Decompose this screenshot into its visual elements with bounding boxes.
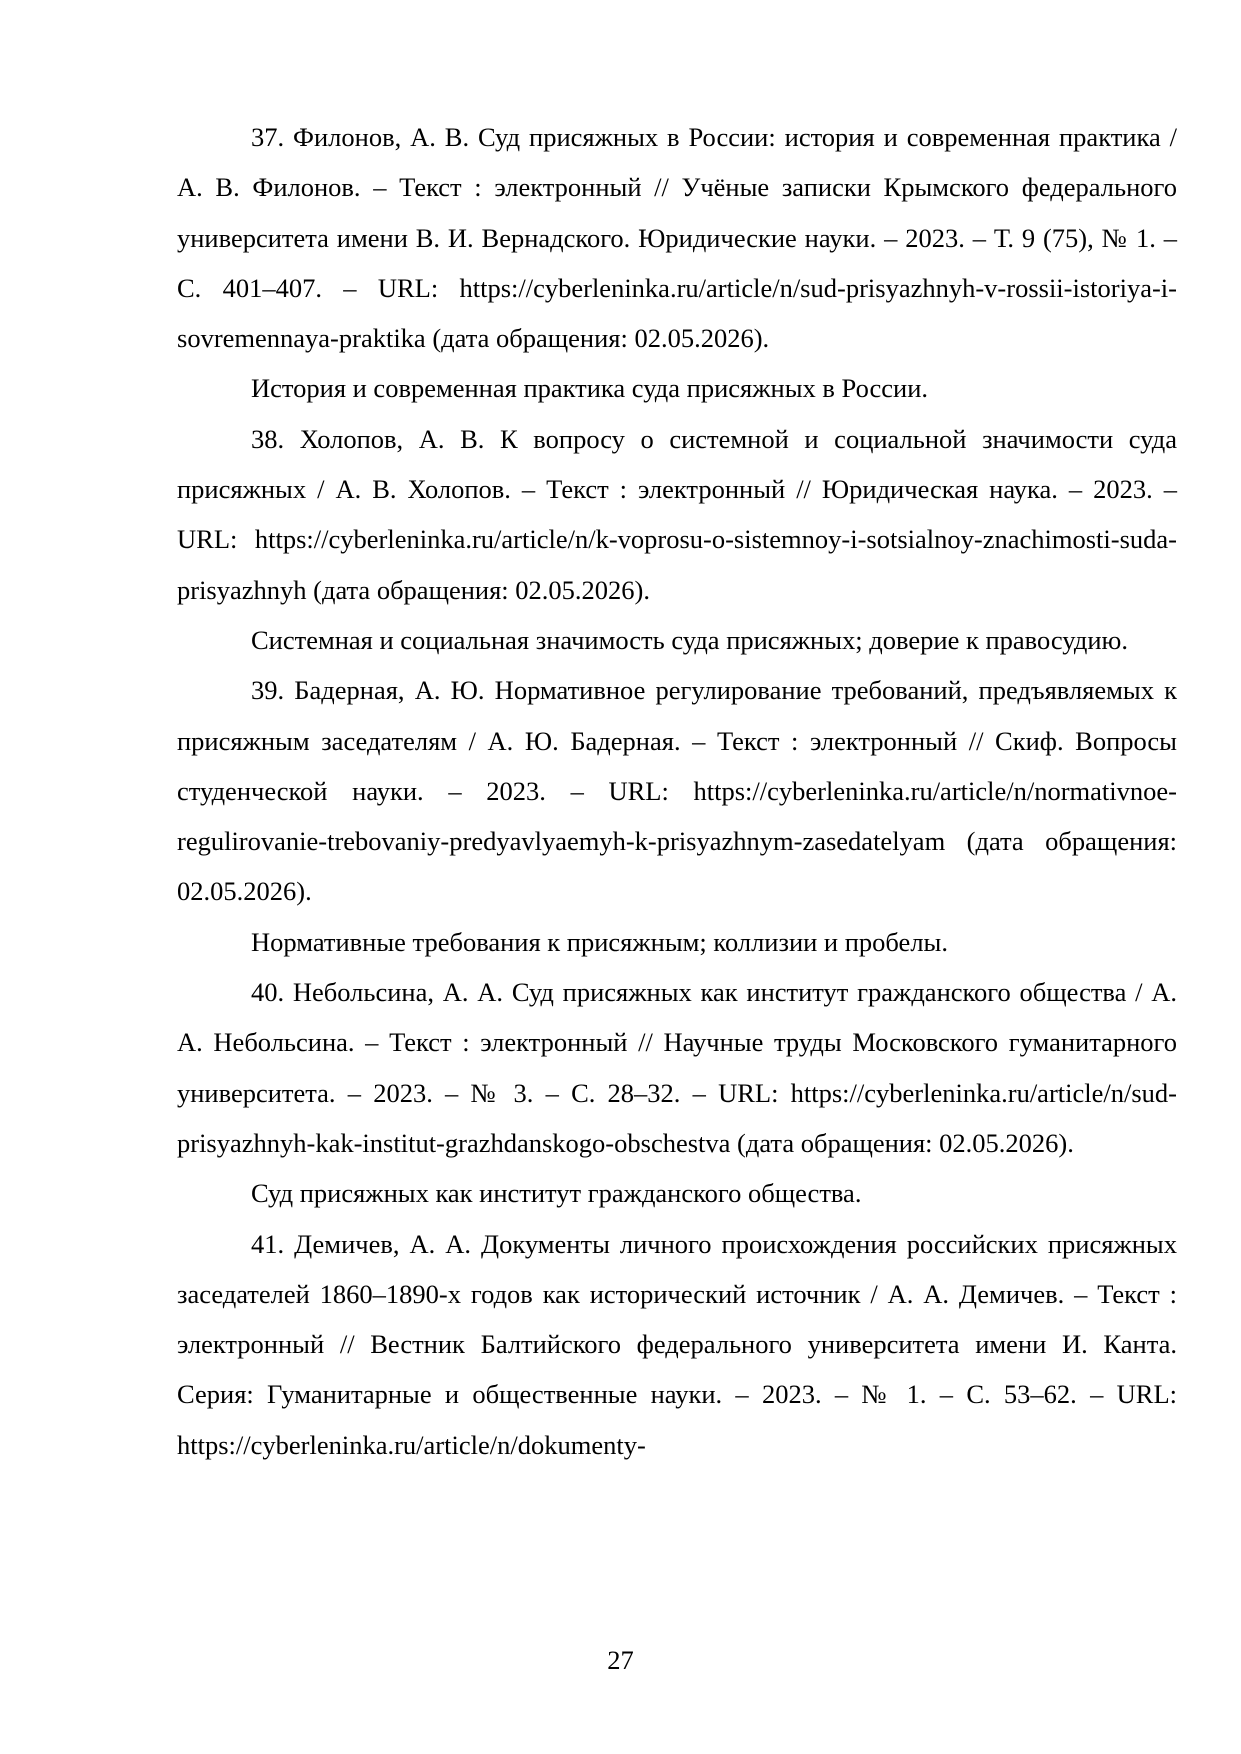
reference-40: 40. Небольсина, А. А. Суд присяжных как институт гражданского общества / А. А. Небольсина. – Текст : электронный // Научные труды Московского гуманитарного университета. – 2023. – № 3. – С. 28–32. – URL: https://cyberleninka.ru/article/n/sud-prisyazhnyh-kak-institut-grazhdanskogo-obschestva (дата обращения: 02.05.2026). — [177, 977, 1177, 1158]
annotation-37: История и современная практика суда присяжных в России. — [251, 373, 929, 404]
reference-39: 39. Бадерная, А. Ю. Нормативное регулирование требований, предъявляемых к присяжным заседателям / А. Ю. Бадерная. – Текст : электронный // Скиф. Вопросы студенческой науки. – 2023. – URL: https://cyberleninka.ru/article/n/normativnoe-regulirovanie-trebovaniy-predyavlyaemyh-k-prisyazhnym-zasedatelyam (дата обращения: 02.05.2026). — [177, 675, 1177, 907]
bibliography-list — [177, 112, 1177, 1470]
annotation-40: Суд присяжных как институт гражданского общества. — [251, 1178, 862, 1209]
reference-41: 41. Демичев, А. А. Документы личного происхождения российских присяжных заседателей 1860–1890-х годов как исторический источник / А. А. Демичев. – Текст : электронный // Вестник Балтийского федерального университета имени И. Канта. Серия: Гуманитарные и общественные науки. – 2023. – № 1. – С. 53–62. – URL: https://cyberleninka.ru/article/n/dokumenty- — [177, 1228, 1177, 1460]
annotation-38: Системная и социальная значимость суда присяжных; доверие к правосудию. — [251, 624, 1128, 655]
annotation-39: Нормативные требования к присяжным; коллизии и пробелы. — [251, 926, 948, 957]
page-number: 27 — [607, 1645, 634, 1675]
reference-37: 37. Филонов, А. В. Суд присяжных в России: история и современная практика / А. В. Филонов. – Текст : электронный // Учёные записки Крымского федерального университета имени В. И. Вернадского. Юридические науки. – 2023. – Т. 9 (75), № 1. – С. 401–407. – URL: https://cyberleninka.ru/article/n/sud-prisyazhnyh-v-rossii-istoriya-i-sovremennaya-praktika (дата обращения: 02.05.2026). — [177, 122, 1177, 354]
reference-38: 38. Холопов, А. В. К вопросу о системной и социальной значимости суда присяжных / А. В. Холопов. – Текст : электронный // Юридическая наука. – 2023. – URL: https://cyberleninka.ru/article/n/k-voprosu-o-sistemnoy-i-sotsialnoy-znachimosti-suda-prisyazhnyh (дата обращения: 02.05.2026). — [177, 423, 1177, 605]
